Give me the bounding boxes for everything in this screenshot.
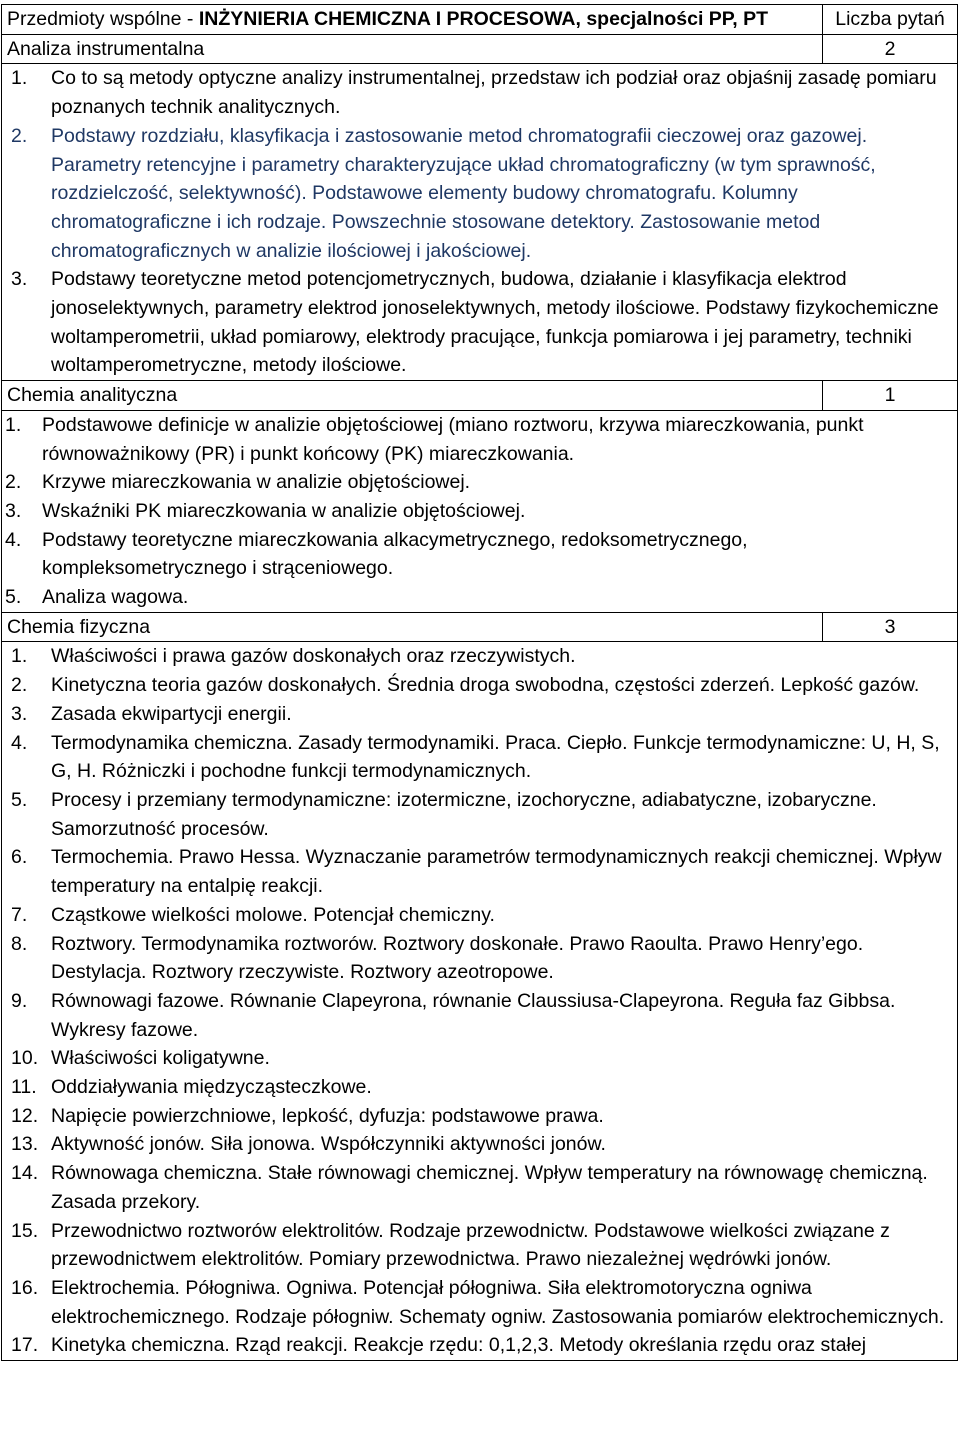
topic-number: 1. <box>11 67 28 90</box>
topic-item <box>2 786 951 843</box>
topic-item <box>2 583 951 612</box>
subject-topics-row <box>2 642 958 1361</box>
topic-text: Podstawowe definicje w analizie objętościowej (miano roztworu, krzywa miareczkowania, punkt równoważnikowy (PR) i punkt końcowy (PK) miareczkowania. <box>42 413 864 465</box>
topic-text: Kinetyczna teoria gazów doskonałych. Średnia droga swobodna, częstości zderzeń. Lepkość gazów. <box>51 674 920 697</box>
topic-text: Podstawy teoretyczne miareczkowania alkacymetrycznego, redoksometrycznego, kompleksometrycznego i strąceniowego. <box>42 528 748 580</box>
topic-text: Roztwory. Termodynamika roztworów. Roztwory doskonałe. Prawo Raoulta. Prawo Henry’ego. Destylacja. Roztwory rzeczywiste. Roztwory azeotropowe. <box>51 932 864 984</box>
topic-item <box>2 1217 951 1274</box>
topic-number: 17. <box>11 1334 39 1357</box>
header-title-bold: INŻYNIERIA CHEMICZNA I PROCESOWA, specjalności PP, PT <box>198 8 769 30</box>
topic-text: Równowaga chemiczna. Stałe równowagi chemicznej. Wpływ temperatury na równowagę chemiczną. Zasada przekory. <box>51 1162 928 1213</box>
topic-item <box>2 411 951 468</box>
topic-number: 1. <box>5 413 22 436</box>
topic-item <box>2 468 951 497</box>
subject-name: Chemia fizyczna <box>2 612 823 642</box>
topic-text: Analiza wagowa. <box>42 586 189 609</box>
topic-number: 3. <box>11 702 28 725</box>
topic-item <box>2 729 951 786</box>
topic-number: 14. <box>11 1162 39 1185</box>
subject-question-count: 3 <box>823 612 958 642</box>
topic-item <box>2 526 951 583</box>
topic-text: Wskaźniki PK miareczkowania w analizie objętościowej. <box>42 499 526 522</box>
topic-text: Podstawy teoretyczne metod potencjometrycznych, budowa, działanie i klasyfikacja elektrod jonoselektywnych, parametry elektrod jonoselektywnych, metody ilościowe. Podstawy fizykochemiczne woltamperometrii, układ pomiarowy, elektrody pracujące, funkcja pomiarowa i jej parametry, techniki woltamperometryczne, metody ilościowe. <box>51 268 939 377</box>
header-title-prefix: Przedmioty wspólne - <box>7 8 199 30</box>
topic-item <box>2 64 951 121</box>
topic-item <box>2 1331 951 1360</box>
topic-text: Cząstkowe wielkości molowe. Potencjał chemiczny. <box>51 903 495 926</box>
subject-question-count: 2 <box>823 34 958 64</box>
topic-item <box>2 497 951 526</box>
subject-name: Analiza instrumentalna <box>2 34 823 64</box>
topic-item <box>2 843 951 900</box>
topic-text: Elektrochemia. Półogniwa. Ogniwa. Potencjał półogniwa. Siła elektromotoryczna ogniwa elektrochemicznego. Rodzaje półogniw. Schematy ogniw. Zastosowania pomiarów elektrochemicznych. <box>51 1276 945 1328</box>
topic-number: 3. <box>11 268 28 291</box>
subject-name: Chemia analityczna <box>2 381 823 411</box>
topic-number: 1. <box>11 645 28 668</box>
topic-number: 16. <box>11 1276 39 1299</box>
topic-item <box>2 700 951 729</box>
subject-topics-cell <box>2 64 958 381</box>
subject-topics-cell <box>2 410 958 612</box>
topic-list-analiza-instrumentalna <box>2 64 951 380</box>
topic-number: 7. <box>11 903 28 926</box>
topic-number: 5. <box>11 788 28 811</box>
topic-text: Oddziaływania międzycząsteczkowe. <box>51 1076 372 1099</box>
table-header-row <box>2 5 958 35</box>
topic-number: 8. <box>11 932 28 955</box>
topic-number: 2. <box>11 124 28 147</box>
topic-item <box>2 1130 951 1159</box>
topic-number: 4. <box>11 731 28 754</box>
topic-text: Właściwości koligatywne. <box>51 1047 270 1070</box>
topic-text: Podstawy rozdziału, klasyfikacja i zastosowanie metod chromatografii cieczowej oraz gazowej. Parametry retencyjne i parametry charakteryzujące układ chromatograficzny (w tym sprawność, rozdzielczość, selektywność). Podstawowe elementy budowy chromatografu. Kolumny chromatograficzne i ich rodzaje. Powszechnie stosowane detektory. Zastosowanie metod chromatograficznych w analizie ilościowej i jakościowej. <box>51 124 876 262</box>
topic-text: Zasada ekwipartycji energii. <box>51 702 292 725</box>
topic-text: Równowagi fazowe. Równanie Clapeyrona, równanie Claussiusa-Clapeyrona. Reguła faz Gibbsa. Wykresy fazowe. <box>51 989 896 1041</box>
topic-number: 5. <box>5 586 22 609</box>
topic-item <box>2 1274 951 1331</box>
topic-text: Aktywność jonów. Siła jonowa. Współczynniki aktywności jonów. <box>51 1133 606 1156</box>
topic-number: 2. <box>11 674 28 697</box>
subject-question-count: 1 <box>823 381 958 411</box>
topic-item <box>2 1102 951 1131</box>
subject-row-analiza-instrumentalna <box>2 34 958 64</box>
subject-topics-row <box>2 64 958 381</box>
topic-number: 12. <box>11 1104 39 1127</box>
topic-item <box>2 1159 951 1216</box>
topic-text: Napięcie powierzchniowe, lepkość, dyfuzja: podstawowe prawa. <box>51 1104 604 1127</box>
subject-row-chemia-fizyczna <box>2 612 958 642</box>
topic-text: Krzywe miareczkowania w analizie objętościowej. <box>42 471 471 494</box>
topic-number: 3. <box>5 499 22 522</box>
topic-text: Przewodnictwo roztworów elektrolitów. Rodzaje przewodnictw. Podstawowe wielkości związane z przewodnictwem elektrolitów. Pomiary przewodnictwa. Prawo niezależnej wędrówki jonów. <box>51 1219 890 1271</box>
subject-row-chemia-analityczna <box>2 381 958 411</box>
topic-number: 15. <box>11 1219 39 1242</box>
topic-item <box>2 1044 951 1073</box>
topic-item <box>2 987 951 1044</box>
topic-list-chemia-analityczna <box>2 411 951 612</box>
topic-number: 9. <box>11 989 28 1012</box>
topic-item <box>2 122 951 266</box>
topic-item <box>2 930 951 987</box>
topic-text: Termodynamika chemiczna. Zasady termodynamiki. Praca. Ciepło. Funkcje termodynamiczne: U, H, S, G, H. Różniczki i pochodne funkcji termodynamicznych. <box>51 731 940 783</box>
topic-item <box>2 901 951 930</box>
subject-topics-cell <box>2 642 958 1361</box>
topic-text: Termochemia. Prawo Hessa. Wyznaczanie parametrów termodynamicznych reakcji chemicznej. Wpływ temperatury na entalpię reakcji. <box>51 846 942 898</box>
topic-number: 2. <box>5 471 22 494</box>
topic-number: 6. <box>11 846 28 869</box>
topic-number: 11. <box>11 1076 37 1099</box>
topic-number: 10. <box>11 1047 39 1070</box>
topic-text: Co to są metody optyczne analizy instrumentalnej, przedstaw ich podział oraz objaśnij zasadę pomiaru poznanych technik analitycznych. <box>51 67 937 119</box>
topic-item <box>2 1073 951 1102</box>
topic-text: Kinetyka chemiczna. Rząd reakcji. Reakcje rzędu: 0,1,2,3. Metody określania rzędu oraz stałej <box>51 1334 867 1357</box>
subject-topics-row <box>2 410 958 612</box>
topic-item <box>2 265 951 380</box>
topic-item <box>2 642 951 671</box>
header-title <box>2 5 823 35</box>
topic-item <box>2 671 951 700</box>
header-count-label: Liczba pytań <box>823 5 958 35</box>
topic-text: Właściwości i prawa gazów doskonałych oraz rzeczywistych. <box>51 645 576 668</box>
topic-text: Procesy i przemiany termodynamiczne: izotermiczne, izochoryczne, adiabatyczne, izobaryczne. Samorzutność procesów. <box>51 788 877 840</box>
topic-number: 13. <box>11 1133 39 1156</box>
topic-number: 4. <box>5 528 22 551</box>
topic-list-chemia-fizyczna <box>2 642 951 1360</box>
exam-topics-table <box>1 4 958 1361</box>
